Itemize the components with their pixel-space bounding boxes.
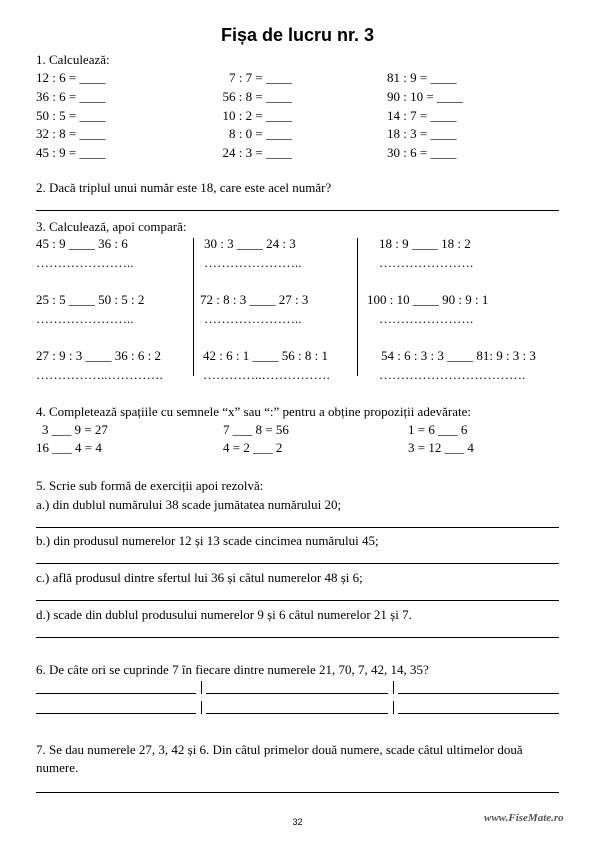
ex5-item-d: d.) scade din dublul produsului numerelor 9 și 6 câtul numerelor 21 și 7.	[36, 607, 412, 622]
ex3-dots: ………………….	[379, 255, 474, 270]
ex4-item: 7 ___ 8 = 56	[223, 422, 289, 437]
ex4-heading: 4. Completează spațiile cu semnele “x” sau “:” pentru a obține propoziții adevărate:	[36, 404, 471, 419]
answer-line	[398, 693, 559, 694]
ex3-comparison: 18 : 9 ____ 18 : 2	[379, 236, 471, 251]
ex3-dots: …………………..	[204, 255, 302, 270]
ex3-heading: 3. Calculează, apoi compară:	[36, 219, 187, 234]
ex5-item-c: c.) află produsul dintre sfertul lui 36 și câtul numerelor 48 și 6;	[36, 570, 363, 585]
ex1-item: 24 : 3 = ____	[222, 145, 292, 160]
ex1-item: 36 : 6 = ____	[36, 89, 106, 104]
ex3-dots: …………………………….	[379, 367, 526, 382]
ex3-dots: …………..…………….	[203, 367, 330, 382]
ex3-dots: …………………..	[204, 311, 302, 326]
ex1-item: 90 : 10 = ____	[387, 89, 463, 104]
ex1-item: 30 : 6 = ____	[387, 145, 457, 160]
ex3-dots: ……………..………….	[36, 367, 163, 382]
ex1-item: 81 : 9 = ____	[387, 70, 457, 85]
ex1-item: 50 : 5 = ____	[36, 108, 106, 123]
ex1-item: 14 : 7 = ____	[387, 108, 457, 123]
answer-line	[206, 713, 388, 714]
answer-line	[36, 600, 559, 601]
separator	[393, 701, 394, 714]
answer-line	[36, 637, 559, 638]
ex1-item: 8 : 0 = ____	[229, 126, 292, 141]
site-watermark: www.FiseMate.ro	[484, 812, 564, 824]
separator	[201, 681, 202, 694]
ex4-item: 3 ___ 9 = 27	[42, 422, 108, 437]
ex3-dots: ………………….	[379, 311, 474, 326]
ex3-dots: …………………..	[36, 311, 134, 326]
answer-line	[36, 792, 559, 793]
ex4-item: 4 = 2 ___ 2	[223, 440, 283, 455]
ex1-item: 32 : 8 = ____	[36, 126, 106, 141]
ex2-text: 2. Dacă triplul unui număr este 18, care este acel număr?	[36, 180, 332, 195]
ex6-text: 6. De câte ori se cuprinde 7 în fiecare dintre numerele 21, 70, 7, 42, 14, 35?	[36, 662, 429, 677]
ex3-comparison: 100 : 10 ____ 90 : 9 : 1	[367, 292, 489, 307]
ex1-item: 10 : 2 = ____	[222, 108, 292, 123]
ex5-item-a: a.) din dublul numărului 38 scade jumătatea numărului 20;	[36, 497, 342, 512]
ex3-comparison: 45 : 9 ____ 36 : 6	[36, 236, 128, 251]
answer-line	[36, 563, 559, 564]
answer-line	[36, 210, 559, 211]
ex3-dots: …………………..	[36, 255, 134, 270]
ex4-item: 3 = 12 ___ 4	[408, 440, 474, 455]
ex3-comparison: 30 : 3 ____ 24 : 3	[204, 236, 296, 251]
answer-line	[206, 693, 388, 694]
column-divider	[193, 238, 194, 376]
ex5-item-b: b.) din produsul numerelor 12 și 13 scade cincimea numărului 45;	[36, 533, 379, 548]
answer-line	[36, 713, 196, 714]
ex1-item: 45 : 9 = ____	[36, 145, 106, 160]
ex3-comparison: 72 : 8 : 3 ____ 27 : 3	[200, 292, 309, 307]
ex1-item: 18 : 3 = ____	[387, 126, 457, 141]
ex1-heading: 1. Calculează:	[36, 52, 110, 67]
ex7-text-line2: numere.	[36, 760, 79, 775]
page-number: 32	[292, 817, 303, 827]
ex3-comparison: 54 : 6 : 3 : 3 ____ 81: 9 : 3 : 3	[381, 348, 536, 363]
answer-line	[36, 693, 196, 694]
ex5-heading: 5. Scrie sub formă de exerciții apoi rezolvă:	[36, 478, 264, 493]
separator	[201, 701, 202, 714]
ex1-item: 12 : 6 = ____	[36, 70, 106, 85]
separator	[393, 681, 394, 694]
page-title: Fișa de lucru nr. 3	[220, 25, 375, 45]
ex1-item: 56 : 8 = ____	[222, 89, 292, 104]
ex3-comparison: 27 : 9 : 3 ____ 36 : 6 : 2	[36, 348, 161, 363]
ex3-comparison: 42 : 6 : 1 ____ 56 : 8 : 1	[203, 348, 328, 363]
ex4-item: 16 ___ 4 = 4	[36, 440, 102, 455]
ex7-text-line1: 7. Se dau numerele 27, 3, 42 și 6. Din câtul primelor două numere, scade câtul ultimelor două	[36, 742, 523, 757]
column-divider	[357, 238, 358, 376]
ex4-item: 1 = 6 ___ 6	[408, 422, 468, 437]
ex1-item: 7 : 7 = ____	[229, 70, 292, 85]
ex3-comparison: 25 : 5 ____ 50 : 5 : 2	[36, 292, 145, 307]
answer-line	[398, 713, 559, 714]
answer-line	[36, 527, 559, 528]
